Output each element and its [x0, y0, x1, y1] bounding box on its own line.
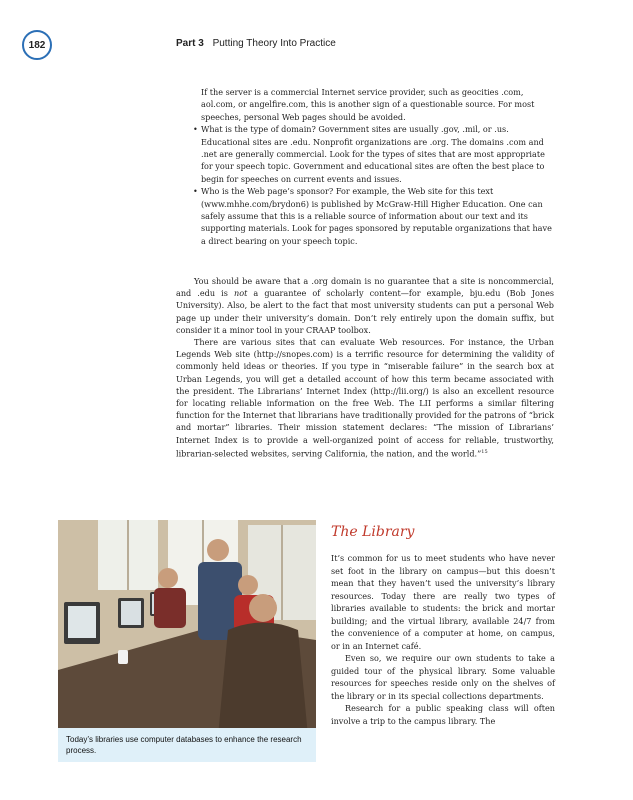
list-item: • Who is the Web page’s sponsor? For example, the Web site for this text (www.mhhe.com/brydon6) is published by McGraw-Hill Higher Education. One can safely assume that this is a reliable source of information about our text and its supporting materials. Look for pages sponsored by reputable organizations that have a direct bearing on your speech topic. — [193, 185, 553, 247]
section-paragraph: Even so, we require our own students to take a guided tour of the physical library. Some valuable resources for speeches reside only on the shelves of the library or in its special collections departments. — [331, 653, 555, 701]
body-text — [176, 275, 554, 460]
paragraph-domain: You should be aware that a .org domain is no guarantee that a site is noncommercial, and .edu is not a guarantee of scholarly content—for example, bju.edu (Bob Jones University). Also, be alert to the fact that most university students can put a personal Web page up under their university’s domain. Don’t rely entirely upon the domain suffix, but consider it a minor tool in your CRAAP toolbox. — [176, 276, 555, 335]
emphasis-not: not — [233, 288, 248, 299]
section-paragraph: Research for a public speaking class will often involve a trip to the campus library. The — [331, 703, 555, 726]
part-title: Putting Theory Into Practice — [212, 38, 336, 49]
photo-caption: Today’s libraries use computer databases to enhance the research process. — [58, 728, 316, 762]
list-intro: If the server is a commercial Internet service provider, such as geocities .com, aol.com, or angelfire.com, this is another sign of a questionable source. For most speeches, personal Web pages should be avoided. — [201, 87, 535, 122]
page-number: 182 — [22, 30, 52, 60]
list-item: • What is the type of domain? Government sites are usually .gov, .mil, or .us. Educational sites are .edu. Nonprofit organizations are .org. The domains .com and .net are generally commercial. Look for the types of sites that are most appropriate for your speech topic. Government and educational sites are often the best place to begin for speeches on current events and issues. — [193, 123, 553, 185]
section-title: The Library — [331, 524, 415, 540]
section-paragraph: It’s common for us to meet students who have never set foot in the library on campus—but this doesn’t mean that they haven’t used the university’s library resources. Today there are really two types of libraries available to students: the brick and mortar building; and the virtual library, available 24/7 from the convenience of a computer at home, on campus, or in an Internet café. — [331, 553, 555, 651]
footnote-marker: 15 — [481, 448, 488, 455]
evaluation-list — [193, 86, 553, 247]
paragraph-evaluation-sites: There are various sites that can evaluate Web resources. For instance, the Urban Legends Web site (http://snopes.com) is a terrific resource for determining the validity of commonly held ideas or theories. If you type in “miserable failure” in the search box at Urban Legends, you will get a detailed account of how this term became associated with the president. The Librarians’ Internet Index (http://lii.org/) is also an excellent resource for locating reliable information on the free Web. The LII performs a similar filtering function for the Internet that librarians have traditionally provided for the patrons of “brick and mortar” libraries. Their mission statement declares: “The mission of Librarians’ Internet Index is to provide a well-organized point of access for reliable, trustworthy, librarian-selected websites, serving California, the nation, and the world.”$^{15}$ — [176, 337, 554, 459]
library-photo — [58, 520, 316, 736]
part-label: Part 3 — [176, 38, 204, 49]
section-text — [331, 552, 555, 727]
running-header — [176, 38, 336, 49]
